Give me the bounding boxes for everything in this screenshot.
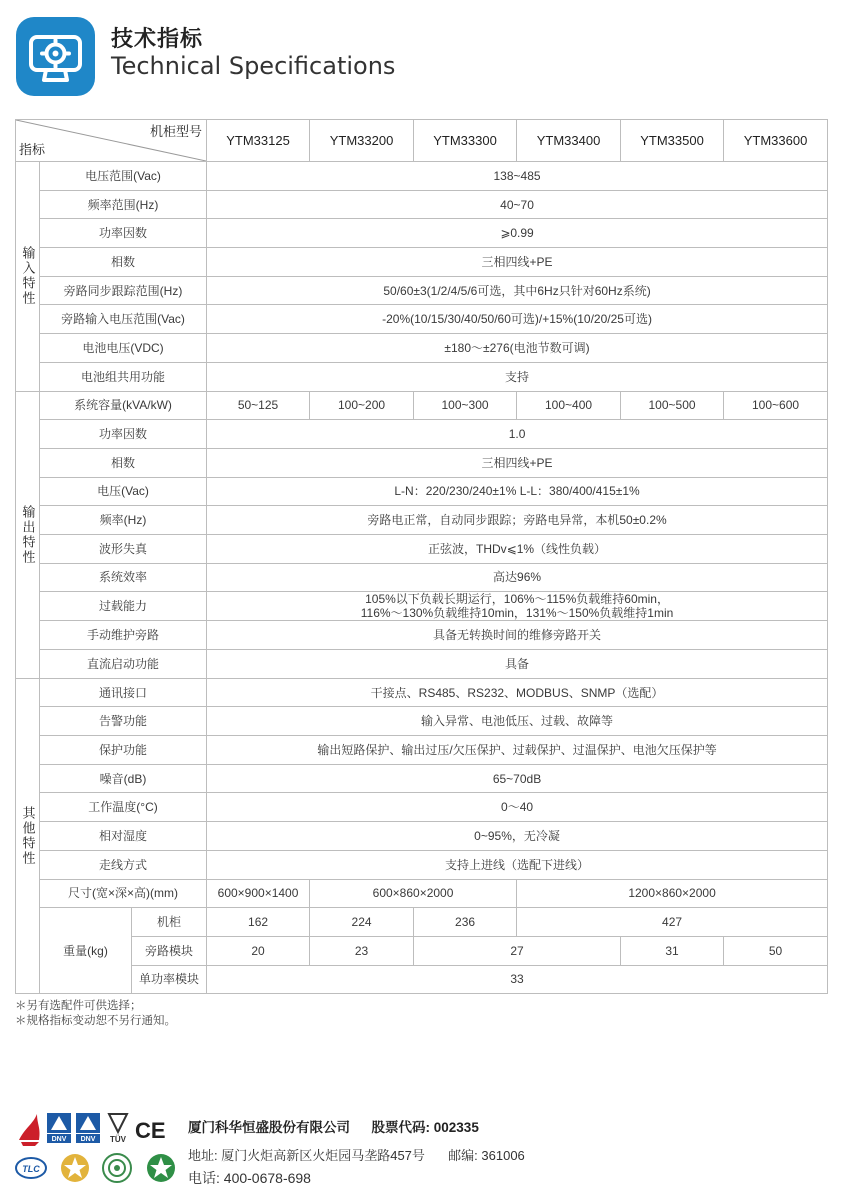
corner-label-spec: 指标 — [19, 142, 46, 157]
weight-value: 50 — [724, 936, 828, 965]
table-row — [16, 420, 828, 449]
table-row — [16, 334, 828, 363]
row-value: 0～40 — [207, 793, 828, 822]
footer-address-line — [188, 1145, 525, 1164]
model-header: YTM33300 — [414, 120, 517, 162]
row-value: 支持 — [207, 362, 828, 391]
row-label: 系统容量(kVA/kW) — [40, 391, 207, 420]
capacity-value: 100~400 — [517, 391, 621, 420]
weight-sub-label: 机柜 — [132, 908, 207, 937]
dnv-cert-icon — [47, 1113, 71, 1143]
company-name: 厦门科华恒盛股份有限公司 — [188, 1120, 350, 1135]
table-row — [16, 793, 828, 822]
size-value: 600×860×2000 — [310, 879, 517, 908]
table-row — [16, 305, 828, 334]
weight-value: 224 — [310, 908, 414, 937]
row-value — [207, 592, 828, 621]
table-row — [16, 621, 828, 650]
weight-label: 重量(kg) — [40, 908, 132, 994]
row-label: 功率因数 — [40, 219, 207, 248]
row-label: 电池组共用功能 — [40, 362, 207, 391]
row-value: 高达96% — [207, 563, 828, 592]
weight-value: 31 — [621, 936, 724, 965]
capacity-value: 100~300 — [414, 391, 517, 420]
size-value: 1200×860×2000 — [517, 879, 828, 908]
table-row — [16, 248, 828, 277]
size-value: 600×900×1400 — [207, 879, 310, 908]
table-row — [16, 276, 828, 305]
tuv-label: TÜV — [110, 1135, 126, 1144]
row-value: 具备无转换时间的维修旁路开关 — [207, 621, 828, 650]
green-star-badge-icon — [147, 1154, 175, 1182]
page-title-cn: 技术指标 — [111, 26, 204, 51]
row-label: 相数 — [40, 248, 207, 277]
model-header: YTM33400 — [517, 120, 621, 162]
weight-value: 27 — [414, 936, 621, 965]
row-label: 频率范围(Hz) — [40, 190, 207, 219]
weight-value: 236 — [414, 908, 517, 937]
table-row — [16, 362, 828, 391]
footnote: ＊规格指标变动恕不另行通知。 — [15, 1015, 176, 1027]
row-label: 旁路同步跟踪范围(Hz) — [40, 276, 207, 305]
row-label: 系统效率 — [40, 563, 207, 592]
table-row — [16, 506, 828, 535]
tuv-cert-icon — [109, 1114, 127, 1144]
dnv-label: DNV — [51, 1136, 67, 1143]
certification-logos — [15, 1110, 177, 1186]
row-label: 直流启动功能 — [40, 650, 207, 679]
weight-value: 427 — [517, 908, 828, 937]
ce-mark-icon: CE — [135, 1118, 166, 1143]
row-label: 相数 — [40, 448, 207, 477]
tlc-cert-icon — [16, 1158, 46, 1178]
row-label: 电压范围(Vac) — [40, 162, 207, 191]
row-value-line: 116%～130%负载维持10min，131%～150%负载维持1min — [360, 606, 674, 621]
row-value: 40~70 — [207, 190, 828, 219]
row-label: 告警功能 — [40, 707, 207, 736]
row-label: 尺寸(宽×深×高)(mm) — [40, 879, 207, 908]
table-row — [16, 707, 828, 736]
gear-monitor-icon — [16, 17, 95, 96]
group-label-input: 输入特性 — [16, 162, 40, 392]
row-value: ±180～±276(电池节数可调) — [207, 334, 828, 363]
row-label: 走线方式 — [40, 850, 207, 879]
row-value: -20%(10/15/30/40/50/60可选)/+15%(10/20/25可选) — [207, 305, 828, 334]
star-badge-icon — [61, 1154, 89, 1182]
row-value: 0~95%，无冷凝 — [207, 822, 828, 851]
footer-company-line — [188, 1116, 479, 1136]
weight-value: 33 — [207, 965, 828, 994]
row-value: ⩾0.99 — [207, 219, 828, 248]
footnote: ＊另有选配件可供选择； — [15, 1000, 142, 1012]
model-header: YTM33200 — [310, 120, 414, 162]
dnv-label: DNV — [80, 1136, 96, 1143]
row-label: 保护功能 — [40, 736, 207, 765]
row-value: 正弦波，THDv⩽1%（线性负载） — [207, 534, 828, 563]
table-row — [16, 936, 828, 965]
round-seal-icon — [103, 1154, 131, 1182]
row-value: 具备 — [207, 650, 828, 679]
capacity-value: 100~600 — [724, 391, 828, 420]
footnotes — [15, 999, 176, 1029]
table-header-row — [16, 120, 828, 162]
table-row — [16, 965, 828, 994]
weight-sub-label: 旁路模块 — [132, 936, 207, 965]
flag-logo-icon — [19, 1114, 40, 1146]
row-value: 旁路电正常，自动同步跟踪；旁路电异常，本机50±0.2% — [207, 506, 828, 535]
table-row — [16, 219, 828, 248]
row-label: 过载能力 — [40, 592, 207, 621]
row-label: 电池电压(VDC) — [40, 334, 207, 363]
corner-label-model: 机柜型号 — [150, 124, 203, 139]
row-label: 工作温度(°C) — [40, 793, 207, 822]
postcode: 邮编: 361006 — [448, 1148, 525, 1163]
table-row — [16, 736, 828, 765]
model-header: YTM33600 — [724, 120, 828, 162]
table-row — [16, 190, 828, 219]
row-value: 干接点、RS485、RS232、MODBUS、SNMP（选配） — [207, 678, 828, 707]
tlc-label: TLC — [22, 1164, 40, 1174]
row-value: 输出短路保护、输出过压/欠压保护、过载保护、过温保护、电池欠压保护等 — [207, 736, 828, 765]
row-value: 1.0 — [207, 420, 828, 449]
weight-value: 23 — [310, 936, 414, 965]
model-header: YTM33125 — [207, 120, 310, 162]
row-label: 手动维护旁路 — [40, 621, 207, 650]
table-row — [16, 477, 828, 506]
capacity-value: 50~125 — [207, 391, 310, 420]
table-row — [16, 162, 828, 191]
row-label: 电压(Vac) — [40, 477, 207, 506]
table-row — [16, 678, 828, 707]
table-row — [16, 391, 828, 420]
row-label: 噪音(dB) — [40, 764, 207, 793]
row-value-line: 105%以下负载长期运行，106%～115%负载维持60min， — [365, 592, 669, 607]
table-row — [16, 879, 828, 908]
row-label: 功率因数 — [40, 420, 207, 449]
table-row — [16, 563, 828, 592]
group-label-output: 输出特性 — [16, 391, 40, 678]
row-value: 三相四线+PE — [207, 248, 828, 277]
row-label: 旁路输入电压范围(Vac) — [40, 305, 207, 334]
row-label: 频率(Hz) — [40, 506, 207, 535]
table-row — [16, 850, 828, 879]
row-label: 相对湿度 — [40, 822, 207, 851]
capacity-value: 100~500 — [621, 391, 724, 420]
company-phone: 电话: 400-0678-698 — [188, 1170, 311, 1186]
weight-value: 162 — [207, 908, 310, 937]
table-row — [16, 764, 828, 793]
dnv-cert-icon — [76, 1113, 100, 1143]
table-row — [16, 908, 828, 937]
table-row — [16, 534, 828, 563]
row-value: L-N：220/230/240±1% L-L：380/400/415±1% — [207, 477, 828, 506]
capacity-value: 100~200 — [310, 391, 414, 420]
row-label: 波形失真 — [40, 534, 207, 563]
row-value: 138~485 — [207, 162, 828, 191]
table-corner-cell — [16, 120, 207, 162]
row-label: 通讯接口 — [40, 678, 207, 707]
table-row — [16, 822, 828, 851]
group-label-other: 其他特性 — [16, 678, 40, 994]
weight-value: 20 — [207, 936, 310, 965]
spec-table — [15, 119, 828, 994]
stock-code: 股票代码: 002335 — [371, 1120, 479, 1135]
table-row — [16, 592, 828, 621]
weight-sub-label: 单功率模块 — [132, 965, 207, 994]
table-row — [16, 650, 828, 679]
row-value: 65~70dB — [207, 764, 828, 793]
row-value: 输入异常、电池低压、过载、故障等 — [207, 707, 828, 736]
company-address: 地址: 厦门火炬高新区火炬园马垄路457号 — [188, 1148, 425, 1163]
row-value: 支持上进线（选配下进线） — [207, 850, 828, 879]
row-value: 三相四线+PE — [207, 448, 828, 477]
model-header: YTM33500 — [621, 120, 724, 162]
table-row — [16, 448, 828, 477]
page-title-en: Technical Specifications — [111, 52, 396, 80]
row-value: 50/60±3(1/2/4/5/6可选，其中6Hz只针对60Hz系统) — [207, 276, 828, 305]
